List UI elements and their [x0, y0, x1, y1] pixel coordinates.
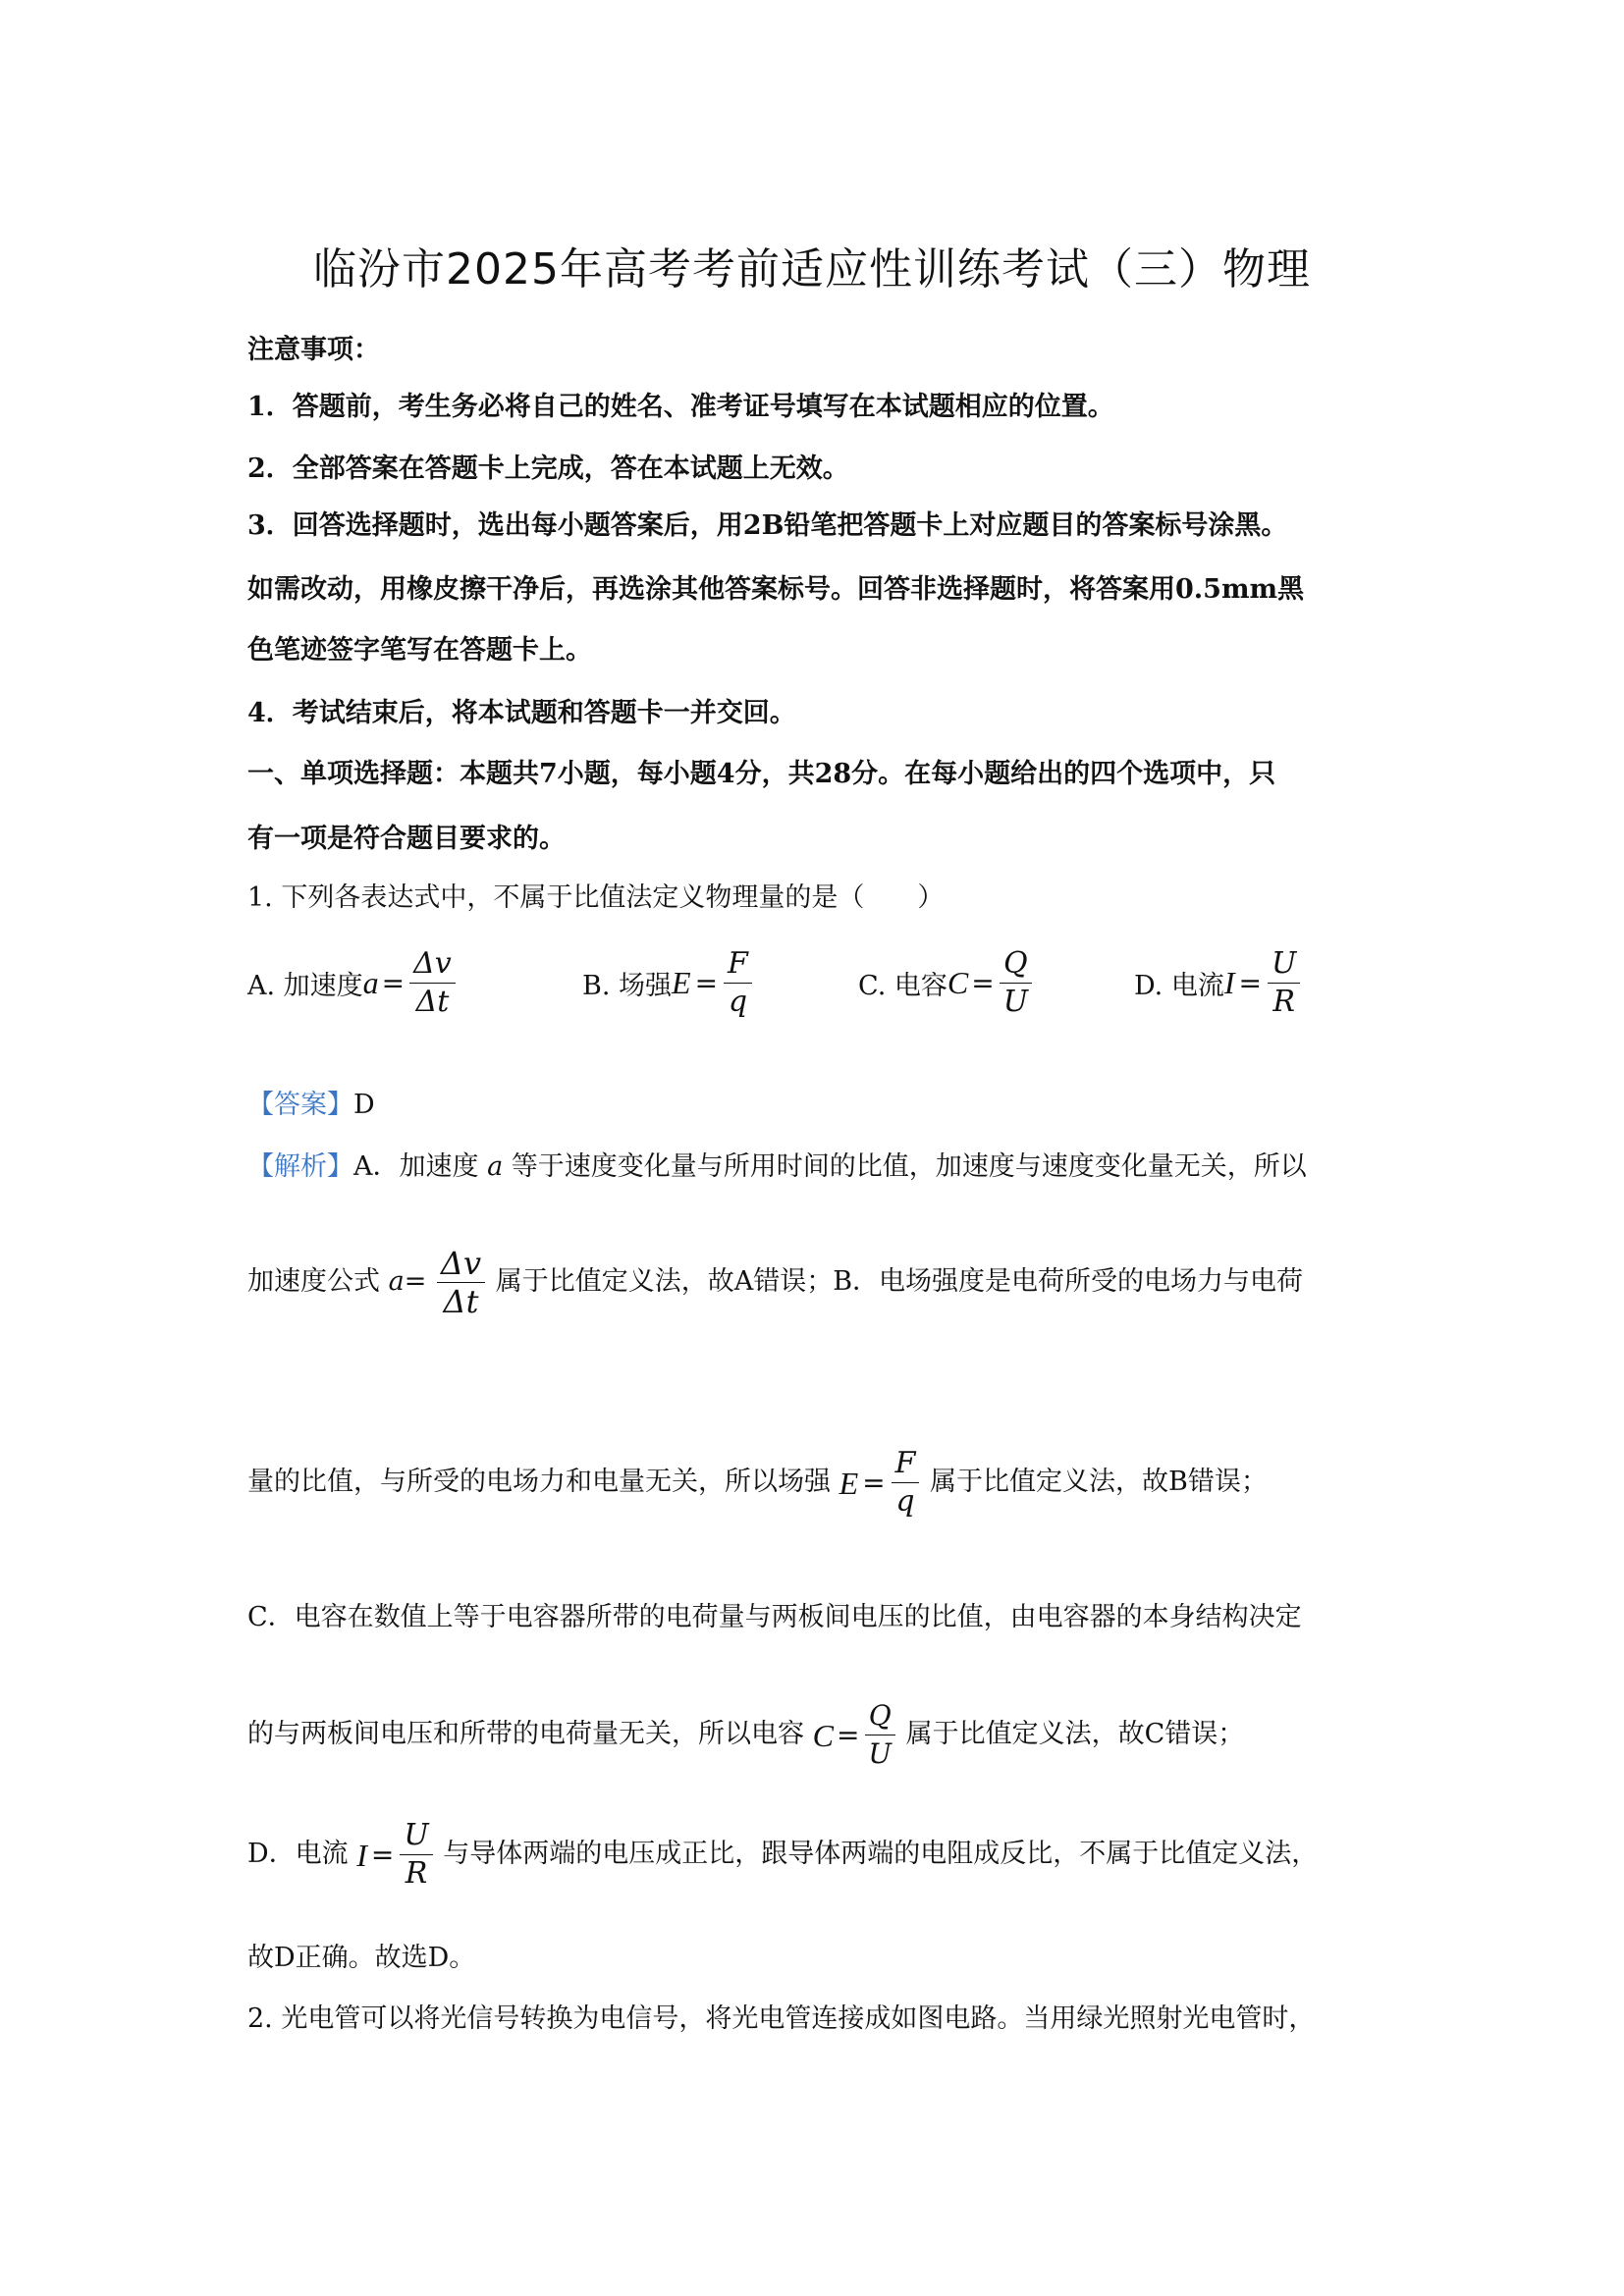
- analysis-line-3: [247, 1447, 1386, 1519]
- frac-num: U: [1268, 947, 1300, 984]
- frac-den: U: [1002, 985, 1028, 1019]
- section-heading-line-1: 一、单项选择题：本题共7小题，每小题4分，共28分。在每小题给出的四个选项中，只: [247, 759, 1276, 789]
- frac-num: F: [892, 1447, 920, 1483]
- frac-den: q: [728, 985, 748, 1019]
- option-c: [858, 947, 1034, 1019]
- page-title: 临汾市2025年高考考前适应性训练考试（三）物理: [313, 244, 1311, 294]
- section-heading-line-2: 有一项是符合题目要求的。: [247, 824, 566, 854]
- option-d: [1134, 947, 1302, 1019]
- notes-item-4: 4．考试结束后，将本试题和答题卡一并交回。: [247, 698, 796, 728]
- math-a-eq: a=: [388, 1266, 427, 1297]
- notes-heading: 注意事项：: [247, 335, 380, 365]
- frac-den: Δt: [415, 985, 450, 1019]
- option-c-label: C. 电容: [858, 971, 947, 1001]
- fraction-U-R: [400, 1819, 432, 1891]
- analysis-text: 属于比值定义法，故B错误；: [930, 1467, 1268, 1497]
- fraction-F-q: [724, 947, 752, 1019]
- frac-den: U: [868, 1737, 893, 1770]
- math-I: I: [1223, 965, 1235, 1000]
- frac-num: F: [724, 947, 752, 984]
- answer-line: [247, 1089, 1386, 1122]
- frac-num: Δv: [409, 947, 456, 984]
- math-E: E: [839, 1465, 859, 1501]
- notes-item-2: 2．全部答案在答题卡上完成，答在本试题上无效。: [247, 454, 849, 484]
- analysis-line-2: [247, 1247, 1386, 1318]
- fraction-F-q: [892, 1447, 920, 1519]
- math-equals: =: [971, 967, 995, 999]
- math-equals: =: [862, 1466, 886, 1499]
- fraction-dv-dt: [409, 947, 456, 1019]
- math-equals: =: [694, 967, 719, 999]
- analysis-text: 属于比值定义法，故C错误；: [905, 1719, 1245, 1749]
- math-C: C: [812, 1717, 834, 1753]
- analysis-text: 属于比值定义法，故A错误；B．电场强度是电荷所受的电场力与电荷: [495, 1266, 1304, 1297]
- frac-den: q: [895, 1484, 915, 1519]
- analysis-text: 与导体两端的电压成正比，跟导体两端的电阻成反比，不属于比值定义法，: [443, 1839, 1319, 1869]
- analysis-line-1: [247, 1150, 1386, 1184]
- math-a: a: [362, 965, 379, 1000]
- math-equals: =: [836, 1718, 860, 1751]
- math-I: I: [356, 1837, 367, 1873]
- math-E: E: [672, 965, 691, 1000]
- frac-num: Δv: [437, 1247, 485, 1283]
- analysis-text: 加速度公式: [247, 1266, 380, 1297]
- math-C: C: [947, 965, 969, 1000]
- option-a-label: A. 加速度: [247, 971, 363, 1001]
- notes-item-3-cont-2: 色笔迹签字笔写在答题卡上。: [247, 635, 592, 666]
- answer-value: D: [353, 1090, 375, 1120]
- frac-num: Q: [865, 1699, 895, 1735]
- question-2-stem: 2. 光电管可以将光信号转换为电信号，将光电管连接成如图电路。当用绿光照射光电管时，: [247, 2003, 1316, 2034]
- math-equals: =: [381, 967, 406, 999]
- math-equals: =: [1238, 967, 1262, 999]
- question-1-stem: 1. 下列各表达式中，不属于比值法定义物理量的是（ ）: [247, 882, 945, 913]
- analysis-tag: 【解析】: [247, 1151, 353, 1182]
- fraction-Q-U: [1000, 947, 1032, 1019]
- analysis-line-5: [247, 1699, 1386, 1771]
- analysis-text: 量的比值，与所受的电场力和电量无关，所以场强: [247, 1467, 831, 1497]
- option-b-label: B. 场强: [582, 971, 673, 1001]
- analysis-text: A．加速度: [353, 1151, 479, 1182]
- frac-num: U: [400, 1819, 432, 1855]
- fraction-Q-U: [864, 1699, 895, 1771]
- notes-item-1: 1．答题前，考生务必将自己的姓名、准考证号填写在本试题相应的位置。: [247, 392, 1114, 422]
- fraction-U-R: [1268, 947, 1300, 1019]
- math-equals: =: [370, 1838, 395, 1871]
- analysis-line-4: C．电容在数值上等于电容器所带的电荷量与两板间电压的比值，由电容器的本身结构决定: [247, 1602, 1302, 1632]
- analysis-text: 的与两板间电压和所带的电荷量无关，所以电容: [247, 1719, 804, 1749]
- option-d-label: D. 电流: [1134, 971, 1224, 1001]
- notes-item-3: 3．回答选择题时，选出每小题答案后，用2B铅笔把答题卡上对应题目的答案标号涂黑。: [247, 510, 1288, 541]
- frac-den: R: [405, 1856, 428, 1891]
- analysis-text: D．电流: [247, 1839, 349, 1869]
- frac-den: Δt: [443, 1283, 479, 1320]
- analysis-line-6: [247, 1819, 1386, 1891]
- option-a: [247, 947, 458, 1019]
- option-b: [582, 947, 754, 1019]
- frac-den: R: [1272, 985, 1295, 1019]
- analysis-line-7: 故D正确。故选D。: [247, 1943, 476, 1973]
- fraction-dv-dt: [437, 1247, 485, 1318]
- math-a: a: [487, 1151, 504, 1182]
- frac-num: Q: [1000, 947, 1032, 984]
- answer-tag: 【答案】: [247, 1090, 353, 1120]
- analysis-text: 等于速度变化量与所用时间的比值，加速度与速度变化量无关，所以: [511, 1151, 1307, 1182]
- notes-item-3-cont-1: 如需改动，用橡皮擦干净后，再选涂其他答案标号。回答非选择题时，将答案用0.5mm黑: [247, 574, 1305, 605]
